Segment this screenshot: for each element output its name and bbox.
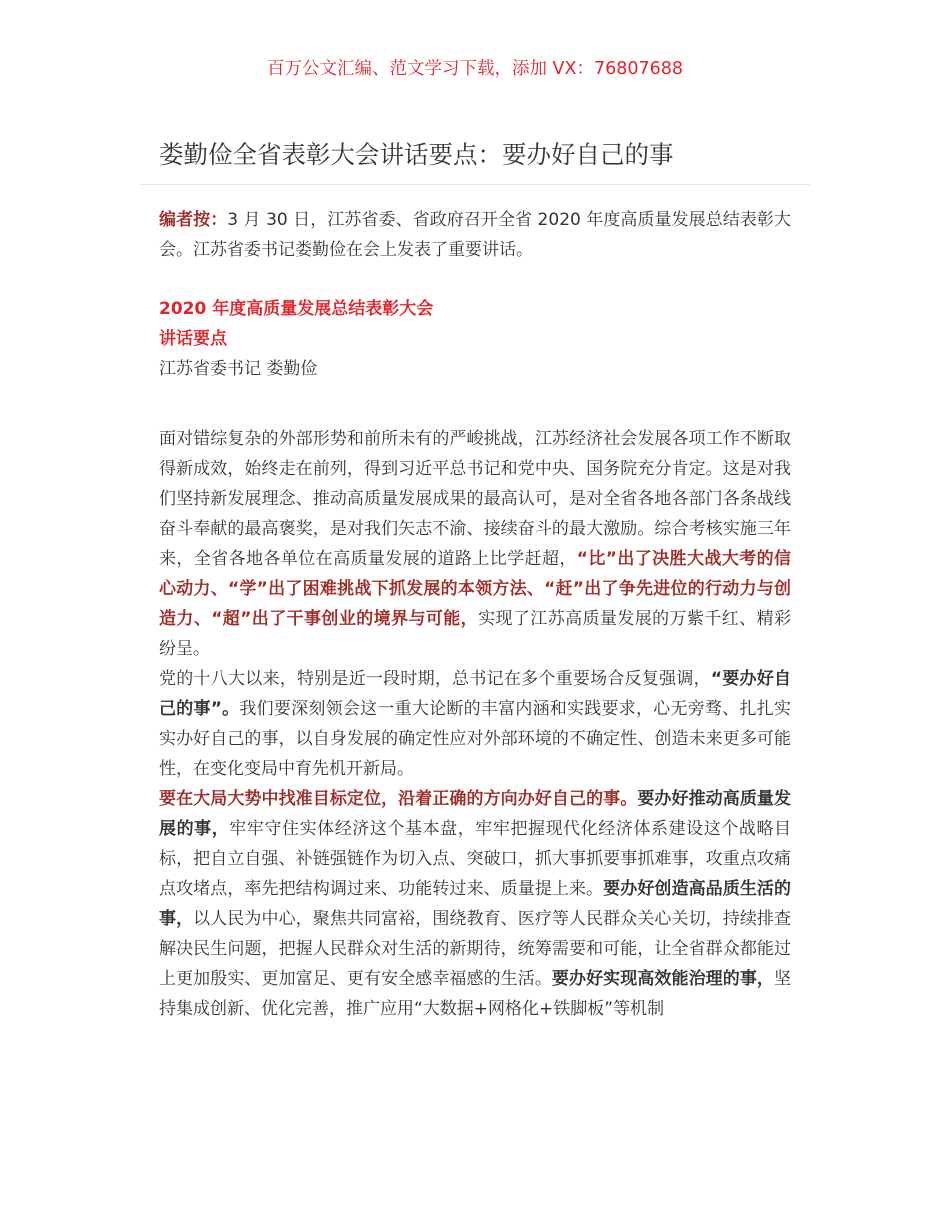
editor-note-text: 3 月 30 日，江苏省委、省政府召开全省 2020 年度高质量发展总结表彰大会。江苏省委书记娄勤俭在会上发表了重要讲话。 bbox=[159, 210, 792, 260]
paragraph-2 bbox=[159, 664, 791, 784]
paragraph-3-bold-3: 要办好实现高效能治理的事， bbox=[551, 969, 775, 989]
section-heading bbox=[159, 294, 791, 354]
section-heading-line2: 讲话要点 bbox=[159, 329, 227, 349]
paragraph-1-text-b: 实现了江苏高质量发展的万紫千红、精彩纷呈。 bbox=[159, 609, 791, 659]
article-title: 娄勤俭全省表彰大会讲话要点：要办好自己的事 bbox=[159, 140, 674, 169]
editor-note-label: 编者按： bbox=[159, 210, 228, 230]
spacer bbox=[159, 384, 791, 424]
paragraph-3 bbox=[159, 784, 791, 1024]
paragraph-1-text-a: 面对错综复杂的外部形势和前所未有的严峻挑战，江苏经济社会发展各项工作不断取得新成效，始终走在前列，得到习近平总书记和党中央、国务院充分肯定。这是对我们坚持新发展理念、推动高质量发展成果的最高认可，是对全省各地各部门各条战线奋斗奉献的最高褒奖，是对我们矢志不渝、接续奋斗的最大激励。综合考核实施三年来，全省各地各单位在高质量发展的道路上比学赶超， bbox=[159, 429, 791, 569]
speech-author: 江苏省委书记 娄勤俭 bbox=[159, 359, 318, 379]
paragraph-1-highlight: “比”出了决胜大战大考的信心动力、“学”出了困难挑战下抓发展的本领方法、“赶”出了争先进位的行动力与创造力、“超”出了干事创业的境界与可能， bbox=[159, 549, 791, 629]
paragraph-3-text-1: 牢牢守住实体经济这个基本盘，牢牢把握现代化经济体系建设这个战略目标，把自立自强、补链强链作为切入点、突破口，抓大事抓要事抓难事，攻重点攻痛点攻堵点，率先把结构调过来、功能转过来、质量提上来。 bbox=[159, 819, 792, 899]
paragraph-1 bbox=[159, 424, 791, 664]
article-body bbox=[159, 205, 791, 1024]
paragraph-3-text-2: 以人民为中心，聚焦共同富裕，围绕教育、医疗等人民群众关心关切，持续排查解决民生问题，把握人民群众对生活的新期待，统筹需要和可能，让全省群众都能过上更加殷实、更加富足、更有安全感幸福感的生活。 bbox=[159, 909, 792, 989]
paragraph-2-text-b: 我们要深刻领会这一重大论断的丰富内涵和实践要求，心无旁骛、扎扎实实办好自己的事，以自身发展的确定性应对外部环境的不确定性、创造未来更多可能性，在变化变局中育先机开新局。 bbox=[159, 699, 791, 779]
paragraph-2-text-a: 党的十八大以来，特别是近一段时期，总书记在多个重要场合反复强调， bbox=[159, 669, 711, 689]
title-divider bbox=[140, 184, 810, 185]
paragraph-2-bold: “要办好自己的事”。 bbox=[159, 669, 791, 719]
paragraph-3-text-3: 坚持集成创新、优化完善，推广应用“大数据+网格化+铁脚板”等机制 bbox=[159, 969, 792, 1019]
paragraph-3-highlight: 要在大局大势中找准目标定位，沿着正确的方向办好自己的事。 bbox=[159, 789, 638, 809]
paragraph-3-bold-1: 要办好推动高质量发展的事， bbox=[159, 789, 792, 839]
watermark-banner: 百万公文汇编、范文学习下载，添加 VX：76807688 bbox=[266, 59, 684, 79]
section-heading-line1: 2020 年度高质量发展总结表彰大会 bbox=[159, 299, 434, 319]
paragraph-3-bold-2: 要办好创造高品质生活的事， bbox=[159, 879, 792, 929]
editor-note bbox=[159, 205, 791, 265]
